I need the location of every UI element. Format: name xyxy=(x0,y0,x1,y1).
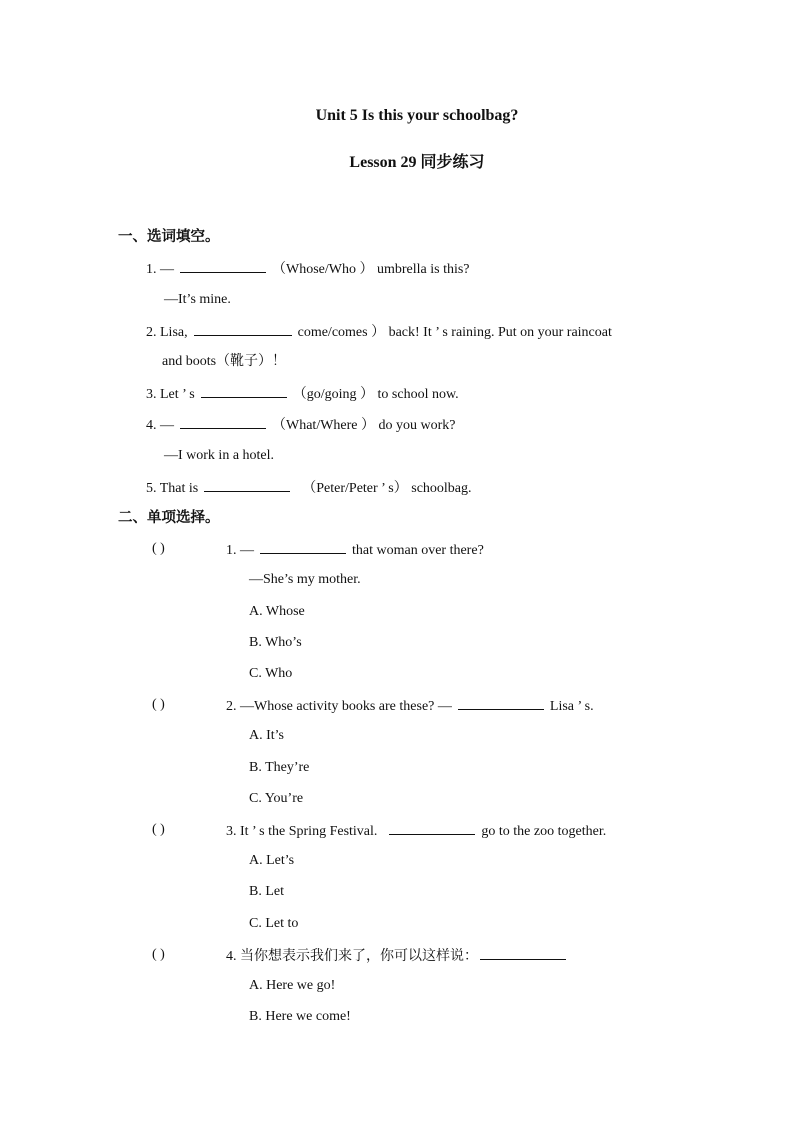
s2-q3-option-a[interactable]: A. Let’s xyxy=(249,853,295,868)
answer-blank[interactable] xyxy=(389,821,475,835)
answer-blank[interactable] xyxy=(201,384,287,398)
answer-blank[interactable] xyxy=(480,946,566,960)
answer-blank[interactable] xyxy=(260,540,346,554)
section2-heading: 二、单项选择。 xyxy=(118,510,220,526)
s2-q2-option-b[interactable]: B. They’re xyxy=(249,760,310,775)
answer-parens[interactable]: ( ) xyxy=(152,697,165,712)
s1-question-2: 2. Lisa, come/comes ） back! It ’ s raining. Put on your raincoat xyxy=(146,322,612,342)
s2-q3-option-b[interactable]: B. Let xyxy=(249,884,284,899)
s2-q1-response: —She’s my mother. xyxy=(249,572,361,587)
s1-answer-1: —It’s mine. xyxy=(164,292,231,307)
s2-q2-option-a[interactable]: A. It’s xyxy=(249,728,284,743)
answer-blank[interactable] xyxy=(180,415,266,429)
s1-question-3: 3. Let ’ s （go/going ） to school now. xyxy=(146,384,459,404)
answer-parens[interactable]: ( ) xyxy=(152,947,165,962)
s1-question-5: 5. That is （Peter/Peter ’ s） schoolbag. xyxy=(146,478,472,498)
s1-answer-4: —I work in a hotel. xyxy=(164,448,275,463)
s2-question-1: 1. — that woman over there? xyxy=(226,540,484,560)
s2-q1-option-b[interactable]: B. Who’s xyxy=(249,635,302,650)
s1-question-4: 4. — （What/Where ） do you work? xyxy=(146,415,456,435)
s2-question-3: 3. It ’ s the Spring Festival. go to the zoo together. xyxy=(226,821,606,841)
s2-q1-option-a[interactable]: A. Whose xyxy=(249,604,305,619)
lesson-subtitle: Lesson 29 同步练习 xyxy=(349,154,485,171)
s2-q4-option-b[interactable]: B. Here we come! xyxy=(249,1009,351,1024)
s2-question-4: 4. 当你想表示我们来了，你可以这样说： xyxy=(226,946,572,966)
s2-q3-option-c[interactable]: C. Let to xyxy=(249,916,299,931)
s2-question-2: 2. —Whose activity books are these? — Lisa ’ s. xyxy=(226,696,594,716)
answer-parens[interactable]: ( ) xyxy=(152,541,165,556)
answer-blank[interactable] xyxy=(180,259,266,273)
s1-question-1: 1. — （Whose/Who ） umbrella is this? xyxy=(146,259,470,279)
s1-question-2-cont: and boots（靴子）！ xyxy=(162,354,287,369)
answer-blank[interactable] xyxy=(194,322,292,336)
section1-heading: 一、选词填空。 xyxy=(118,229,220,245)
answer-blank[interactable] xyxy=(458,696,544,710)
page-title: Unit 5 Is this your schoolbag? xyxy=(315,107,519,124)
s2-q4-option-a[interactable]: A. Here we go! xyxy=(249,978,336,993)
s2-q2-option-c[interactable]: C. You’re xyxy=(249,791,304,806)
s2-q1-option-c[interactable]: C. Who xyxy=(249,666,293,681)
answer-parens[interactable]: ( ) xyxy=(152,822,165,837)
answer-blank[interactable] xyxy=(204,478,290,492)
